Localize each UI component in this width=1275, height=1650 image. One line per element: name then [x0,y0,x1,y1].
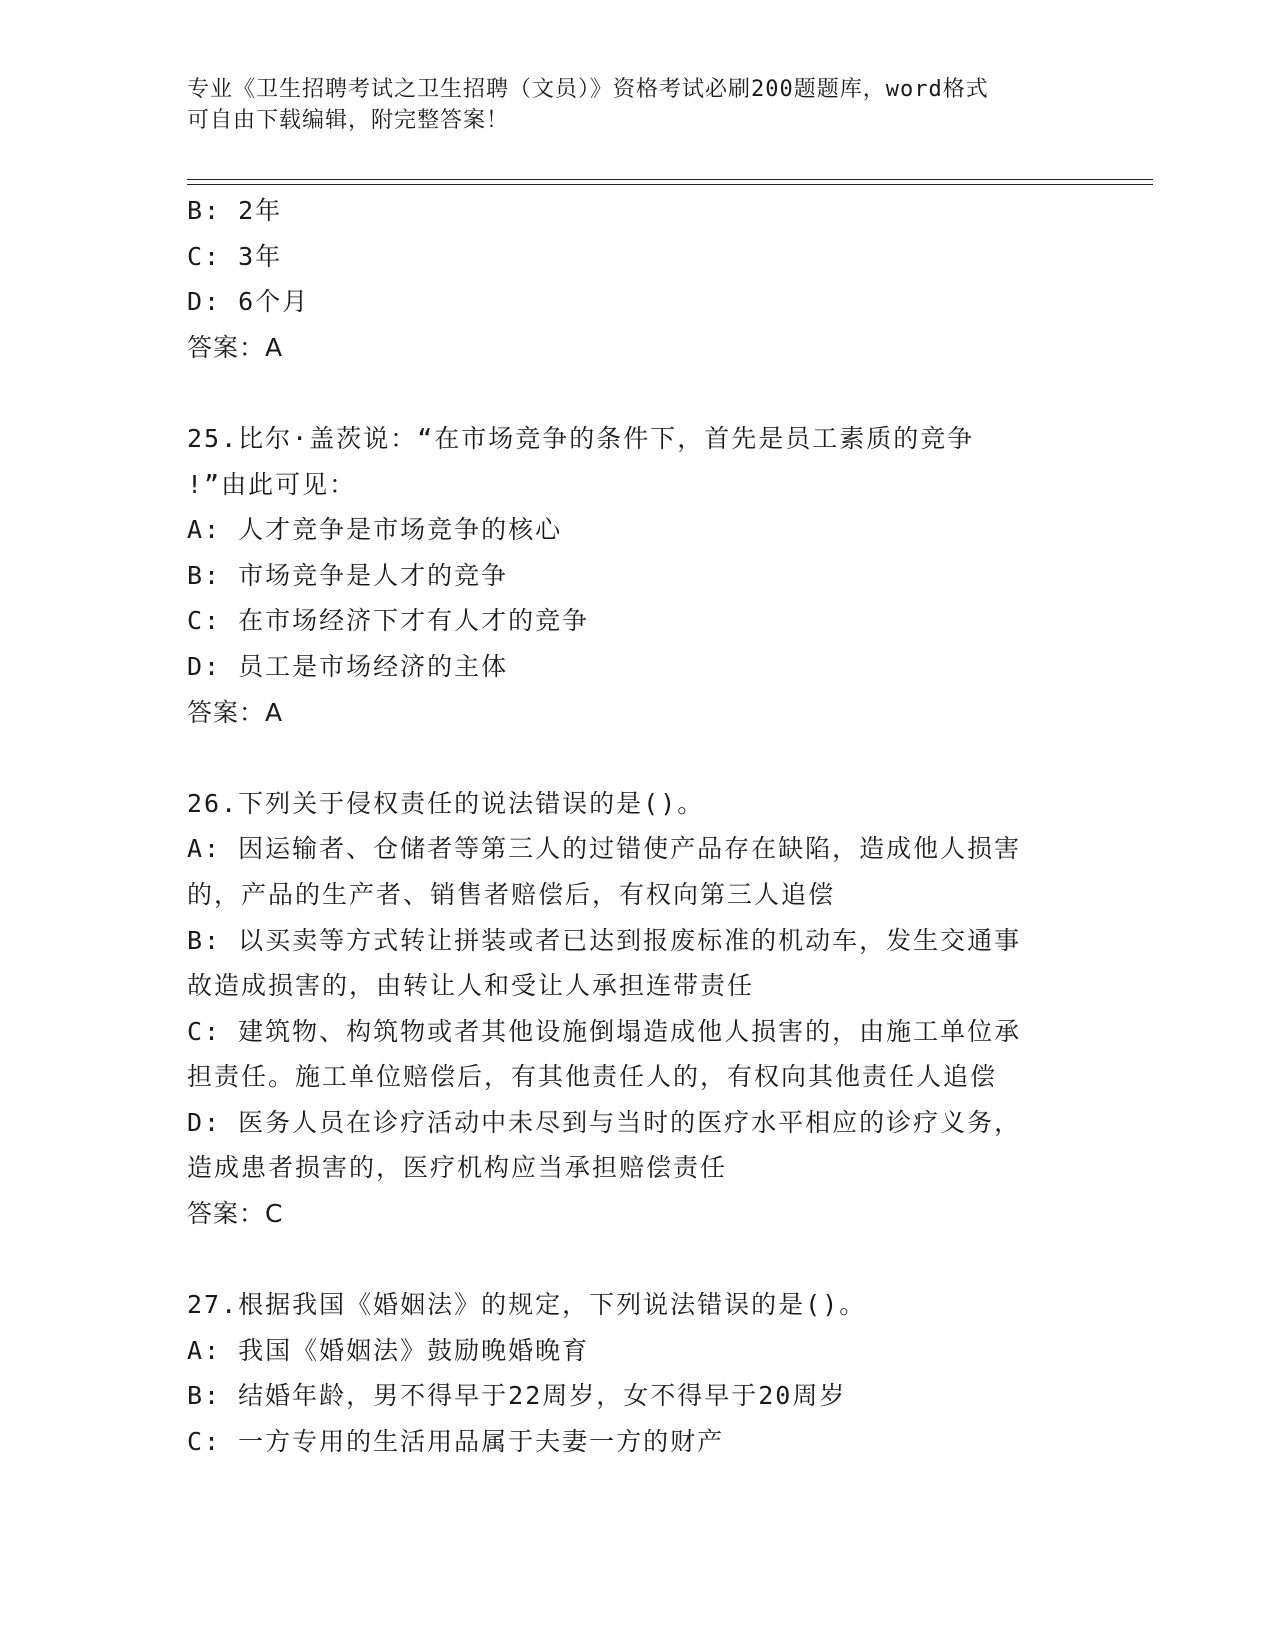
option-c-continued: 担责任。施工单位赔偿后，有其他责任人的，有权向其他责任人追偿 [187,1062,998,1092]
option-d-continued: 造成患者损害的，医疗机构应当承担赔偿责任 [187,1153,728,1183]
option-d: D: 员工是市场经济的主体 [187,651,509,681]
option-c: C: 建筑物、构筑物或者其他设施倒塌造成他人损害的，由施工单位承 [187,1016,1022,1046]
document-header [187,74,1067,136]
option-d: D: 医务人员在诊疗活动中未尽到与当时的医疗水平相应的诊疗义务， [187,1107,1022,1137]
header-divider-top [187,179,1153,180]
header-line-2: 可自由下载编辑，附完整答案！ [187,108,510,133]
answer: 答案：A [187,697,284,727]
question-25 [187,416,1087,735]
option-c: C: 在市场经济下才有人才的竞争 [187,606,590,636]
question-stem: 25.比尔·盖茨说：“在市场竞争的条件下，首先是员工素质的竞争 [187,423,975,453]
option-a-continued: 的，产品的生产者、销售者赔偿后，有权向第三人追偿 [187,879,836,909]
option-c: C: 3年 [187,241,283,271]
question-content [187,188,1087,1465]
header-line-1: 专业《卫生招聘考试之卫生招聘（文员）》资格考试必刷200题题库，word格式 [187,77,989,102]
question-stem: 26.下列关于侵权责任的说法错误的是()。 [187,788,705,818]
option-b: B: 市场竞争是人才的竞争 [187,560,509,590]
question-27 [187,1282,1087,1464]
question-26 [187,781,1087,1237]
question-stem: 27.根据我国《婚姻法》的规定，下列说法错误的是()。 [187,1290,867,1320]
header-divider-bottom [187,184,1153,185]
option-c: C: 一方专用的生活用品属于夫妻一方的财产 [187,1427,725,1457]
option-d: D: 6个月 [187,287,310,317]
answer: 答案：C [187,1199,284,1229]
question-stem-continued: !”由此可见： [187,469,357,499]
option-b: B: 2年 [187,196,283,225]
question-24-tail [187,188,1087,370]
option-a: A: 人才竞争是市场竞争的核心 [187,515,563,545]
option-a: A: 因运输者、仓储者等第三人的过错使产品存在缺陷，造成他人损害 [187,834,1022,864]
option-b-continued: 故造成损害的，由转让人和受让人承担连带责任 [187,971,755,1001]
spacer [187,735,1087,781]
spacer [187,370,1087,416]
answer: 答案：A [187,332,284,362]
option-b: B: 以买卖等方式转让拼装或者已达到报废标准的机动车，发生交通事 [187,925,1022,955]
option-a: A: 我国《婚姻法》鼓励晚婚晚育 [187,1335,590,1365]
spacer [187,1237,1087,1283]
option-b: B: 结婚年龄，男不得早于22周岁，女不得早于20周岁 [187,1381,847,1411]
